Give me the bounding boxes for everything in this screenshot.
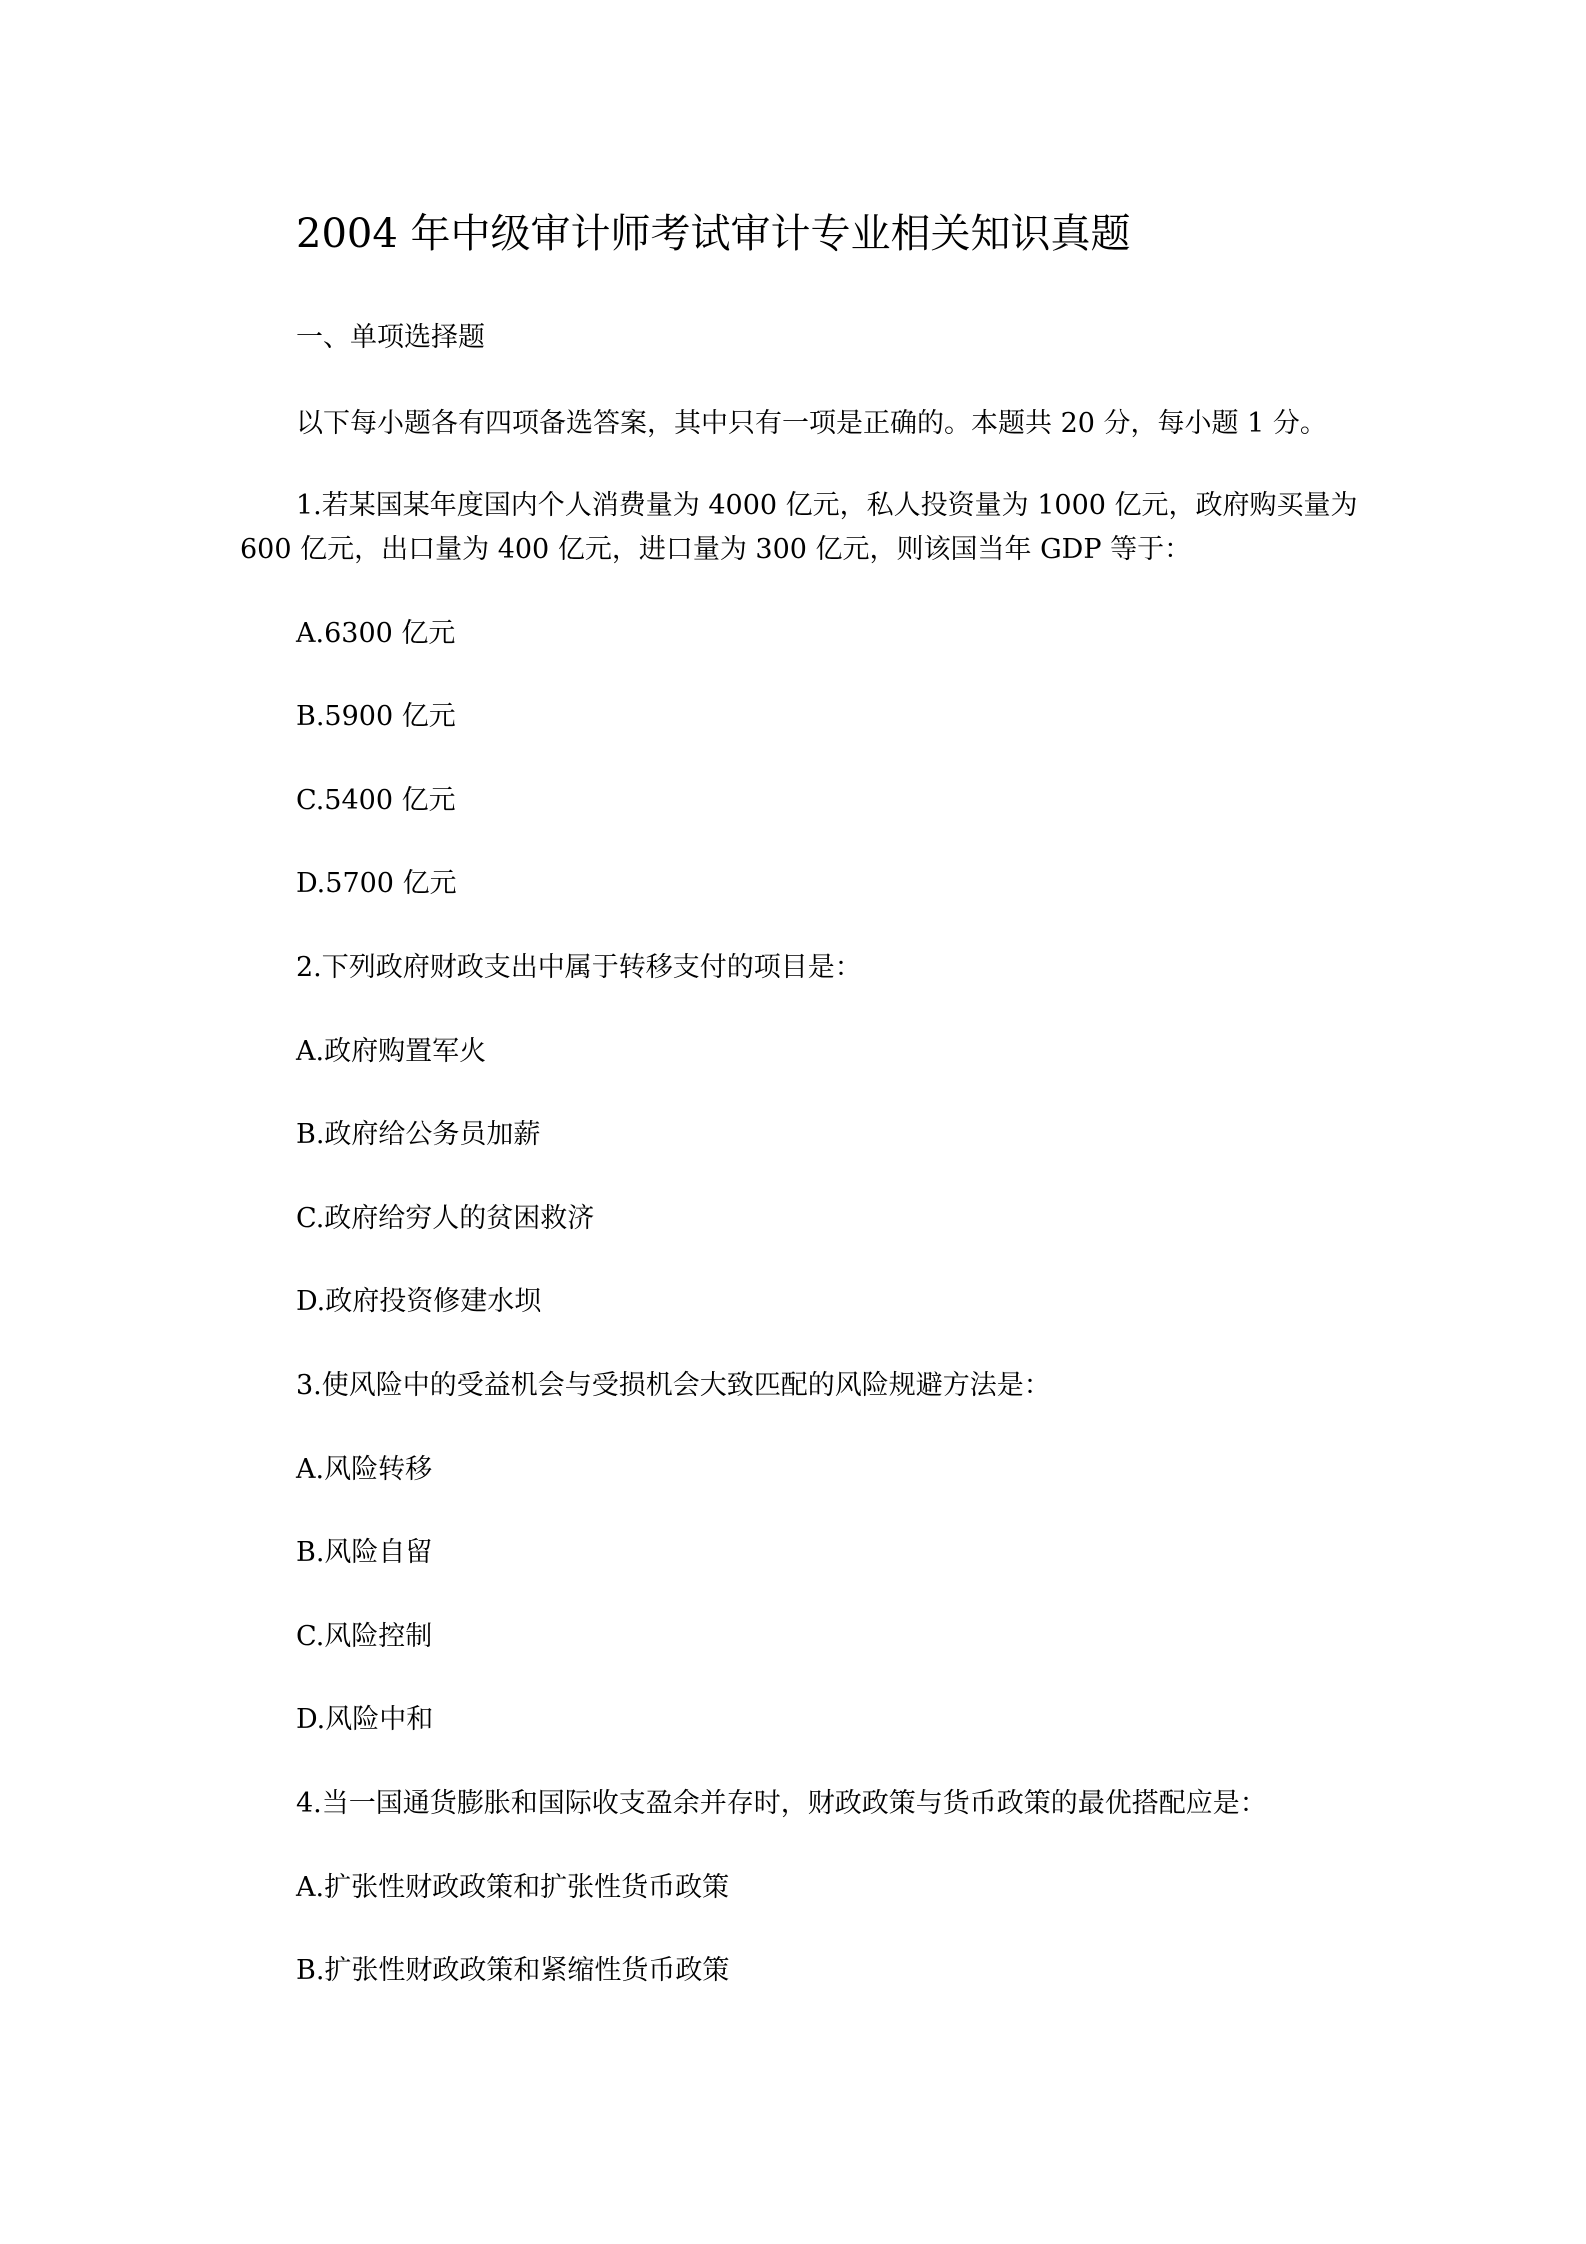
question-3-option-c: C.风险控制 [296, 1621, 433, 1652]
question-4-option-a: A.扩张性财政政策和扩张性货币政策 [296, 1872, 730, 1903]
question-1-option-c: C.5400 亿元 [296, 785, 456, 816]
question-2-option-a: A.政府购置军火 [296, 1036, 487, 1067]
section-heading: 一、单项选择题 [296, 322, 485, 353]
question-2-option-d: D.政府投资修建水坝 [296, 1286, 542, 1317]
question-2-option-c: C.政府给穷人的贫困救济 [296, 1203, 595, 1234]
question-3-option-a: A.风险转移 [296, 1454, 433, 1485]
question-3-option-d: D.风险中和 [296, 1704, 434, 1735]
question-1-option-b: B.5900 亿元 [296, 701, 456, 732]
question-4-stem: 4.当一国通货膨胀和国际收支盈余并存时，财政政策与货币政策的最优搭配应是： [296, 1788, 1267, 1819]
question-1-stem-line1: 1.若某国某年度国内个人消费量为 4000 亿元，私人投资量为 1000 亿元，政府购买量为 [296, 490, 1358, 521]
question-1-stem-line2: 600 亿元，出口量为 400 亿元，进口量为 300 亿元，则该国当年 GDP 等于： [240, 534, 1192, 565]
question-3-option-b: B.风险自留 [296, 1537, 433, 1568]
question-1-option-d: D.5700 亿元 [296, 868, 457, 899]
question-4-option-b: B.扩张性财政政策和紧缩性货币政策 [296, 1955, 730, 1986]
question-2-option-b: B.政府给公务员加薪 [296, 1119, 541, 1150]
instructions-text: 以下每小题各有四项备选答案，其中只有一项是正确的。本题共 20 分，每小题 1 分。 [296, 408, 1327, 439]
question-3-stem: 3.使风险中的受益机会与受损机会大致匹配的风险规避方法是： [296, 1370, 1051, 1401]
question-1-option-a: A.6300 亿元 [296, 618, 456, 649]
document-title: 2004 年中级审计师考试审计专业相关知识真题 [296, 211, 1131, 257]
question-2-stem: 2.下列政府财政支出中属于转移支付的项目是： [296, 952, 862, 983]
